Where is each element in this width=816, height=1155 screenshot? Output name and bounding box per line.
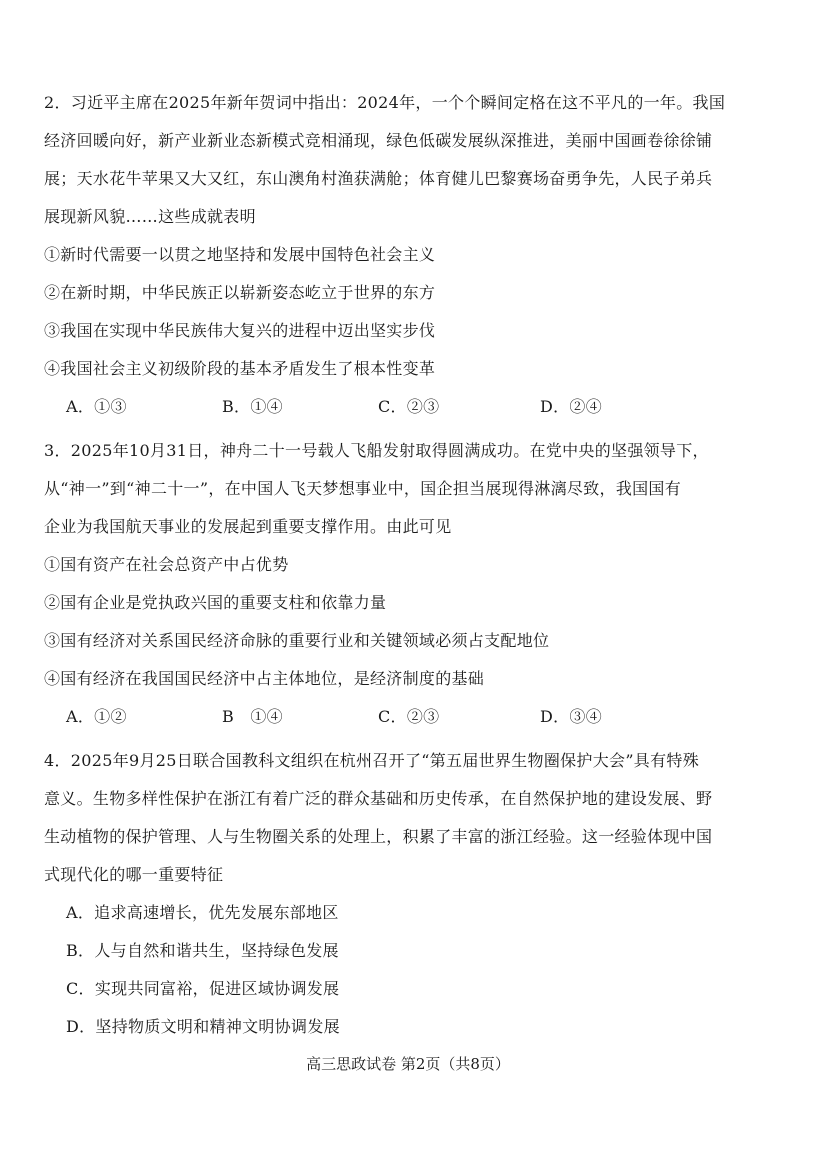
question-3-option-a: A．①②	[66, 707, 127, 726]
question-3-option-b: B ①④	[222, 707, 283, 726]
question-4-stem-line: 式现代化的哪一重要特征	[44, 865, 224, 884]
question-4-option-a: A．追求高速增长，优先发展东部地区	[66, 903, 339, 922]
question-2-statement-3: ③我国在实现中华民族伟大复兴的进程中迈出坚实步伐	[44, 321, 436, 340]
question-2-option-d: D．②④	[540, 397, 603, 416]
question-2-option-a: A．①③	[66, 397, 127, 416]
question-2-options	[44, 388, 772, 426]
question-3-stem-line: 3．2025年10月31日，神舟二十一号载人飞船发射取得圆满成功。在党中央的坚强领导下，	[44, 441, 709, 460]
question-3-options	[44, 698, 772, 736]
question-4	[44, 742, 772, 1046]
question-3-option-c: C．②③	[378, 707, 440, 726]
question-4-stem-line: 4．2025年9月25日联合国教科文组织在杭州召开了“第五届世界生物圈保护大会”具有特殊	[44, 751, 699, 770]
question-3-stem-line: 企业为我国航天事业的发展起到重要支撑作用。由此可见	[44, 517, 452, 536]
question-4-stem-line: 意义。生物多样性保护在浙江有着广泛的群众基础和历史传承，在自然保护地的建设发展、野	[44, 789, 713, 808]
question-4-option-b: B．人与自然和谐共生，坚持绿色发展	[66, 941, 339, 960]
question-3-statement-1: ①国有资产在社会总资产中占优势	[44, 555, 289, 574]
question-4-option-c: C．实现共同富裕，促进区域协调发展	[66, 979, 340, 998]
question-2-stem-line: 展；天水花牛苹果又大又红，东山澳角村渔获满舱；体育健儿巴黎赛场奋勇争先，人民子弟兵	[44, 169, 713, 188]
question-2-stem-line: 经济回暖向好，新产业新业态新模式竞相涌现，绿色低碳发展纵深推进，美丽中国画卷徐徐铺	[44, 131, 713, 150]
page-footer: 高三思政试卷 第2页（共8页）	[306, 1055, 510, 1073]
question-3-statement-3: ③国有经济对关系国民经济命脉的重要行业和关键领域必须占支配地位	[44, 631, 550, 650]
question-3-option-d: D．③④	[540, 707, 603, 726]
question-2-stem-line: 展现新风貌……这些成就表明	[44, 207, 256, 226]
question-3-stem-line: 从“神一”到“神二十一”，在中国人飞天梦想事业中，国企担当展现得淋漓尽致，我国国有	[44, 479, 682, 498]
question-2-statement-2: ②在新时期，中华民族正以崭新姿态屹立于世界的东方	[44, 283, 436, 302]
question-2-option-b: B．①④	[222, 397, 283, 416]
question-3-statement-2: ②国有企业是党执政兴国的重要支柱和依靠力量	[44, 593, 387, 612]
question-2-stem-line: 2．习近平主席在2025年新年贺词中指出：2024年，一个个瞬间定格在这不平凡的一年。我国	[44, 93, 726, 112]
question-2-statement-1: ①新时代需要一以贯之地坚持和发展中国特色社会主义	[44, 245, 436, 264]
question-3	[44, 432, 772, 736]
question-2-statement-4: ④我国社会主义初级阶段的基本矛盾发生了根本性变革	[44, 359, 436, 378]
question-3-statement-4: ④国有经济在我国国民经济中占主体地位，是经济制度的基础	[44, 669, 485, 688]
question-4-stem-line: 生动植物的保护管理、人与生物圈关系的处理上，积累了丰富的浙江经验。这一经验体现中国	[44, 827, 713, 846]
question-2	[44, 84, 772, 426]
question-4-option-d: D．坚持物质文明和精神文明协调发展	[66, 1017, 340, 1036]
question-2-option-c: C．②③	[378, 397, 440, 416]
